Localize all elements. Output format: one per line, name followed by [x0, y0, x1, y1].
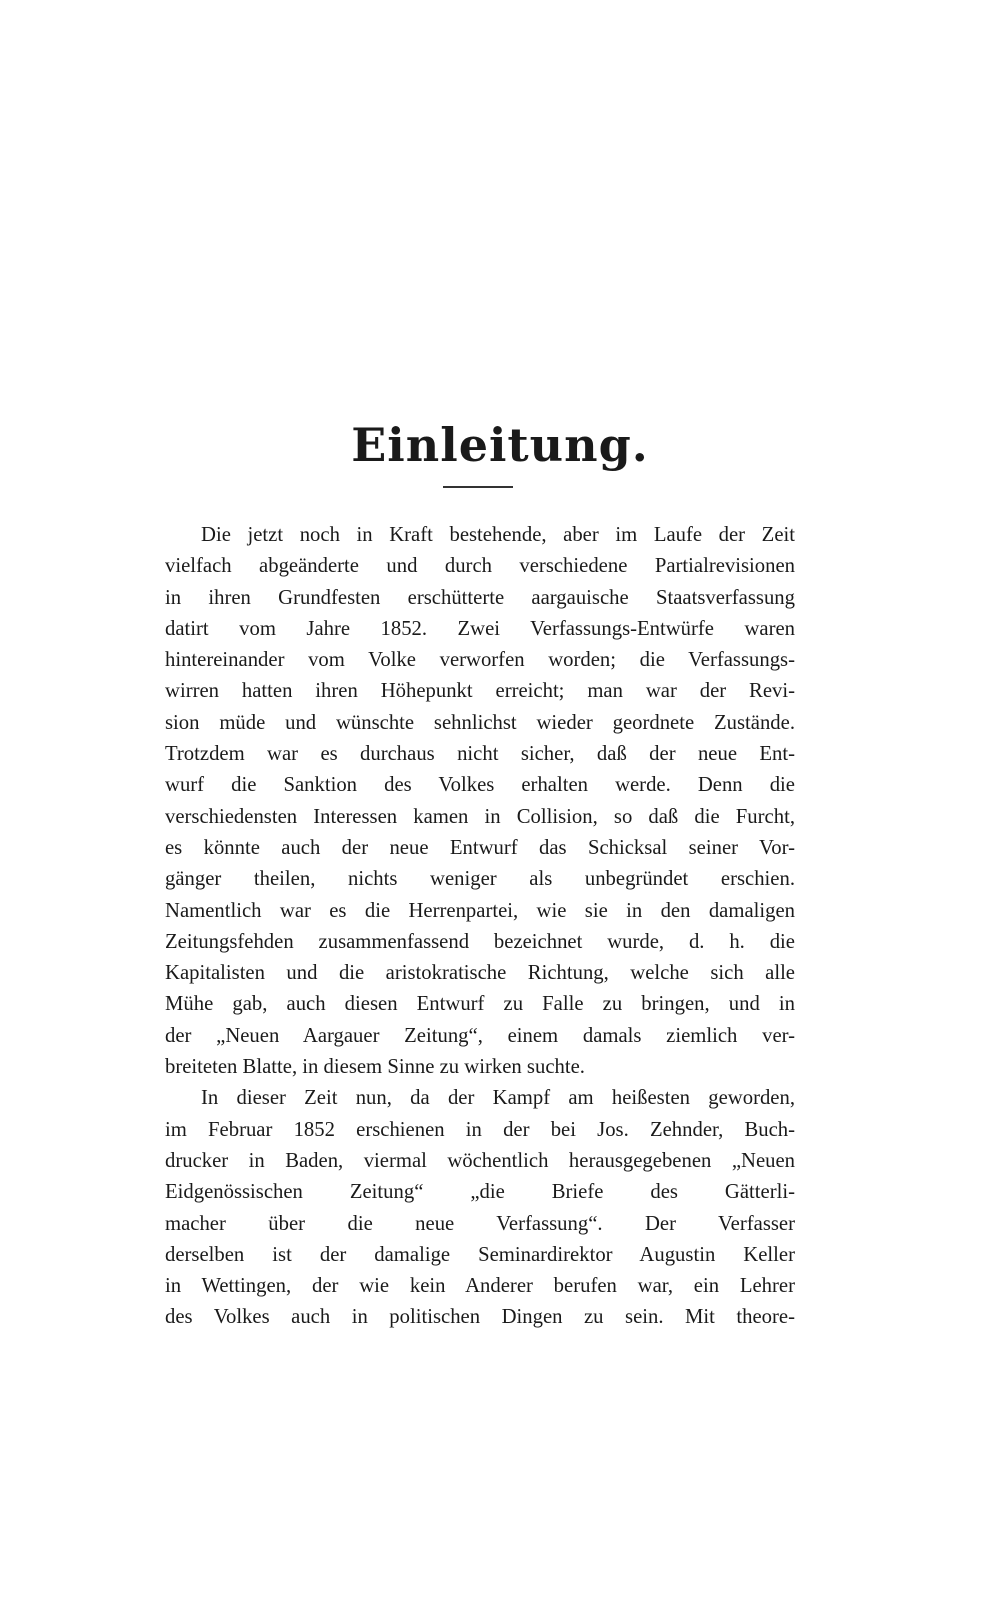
body-text	[165, 520, 795, 1334]
text-line: hintereinander vom Volke verworfen worden; die Verfassungs-	[165, 649, 795, 672]
chapter-title: Einleitung.	[351, 418, 649, 472]
text-line: Mühe gab, auch diesen Entwurf zu Falle zu bringen, und in	[165, 993, 795, 1016]
text-line: sion müde und wünschte sehnlichst wieder geordnete Zustände.	[165, 711, 795, 734]
text-line: breiteten Blatte, in diesem Sinne zu wirken suchte.	[165, 1056, 585, 1079]
text-line: Kapitalisten und die aristokratische Richtung, welche sich alle	[165, 962, 795, 985]
text-line: Eidgenössischen Zeitung“ „die Briefe des Gätterli-	[165, 1181, 795, 1204]
text-line: es könnte auch der neue Entwurf das Schicksal seiner Vor-	[165, 836, 795, 859]
text-line: wurf die Sanktion des Volkes erhalten werde. Denn die	[165, 774, 795, 797]
text-line: datirt vom Jahre 1852. Zwei Verfassungs-Entwürfe waren	[165, 617, 795, 640]
paragraph-2	[165, 1083, 795, 1333]
text-line: Zeitungsfehden zusammenfassend bezeichnet wurde, d. h. die	[165, 930, 795, 953]
text-line: wirren hatten ihren Höhepunkt erreicht; man war der Revi-	[165, 680, 795, 703]
text-line: Trotzdem war es durchaus nicht sicher, daß der neue Ent-	[165, 743, 795, 766]
text-line: macher über die neue Verfassung“. Der Verfasser	[165, 1212, 795, 1235]
text-line: derselben ist der damalige Seminardirektor Augustin Keller	[165, 1243, 795, 1266]
text-line: in ihren Grundfesten erschütterte aargauische Staatsverfassung	[165, 586, 795, 609]
text-line: in Wettingen, der wie kein Anderer berufen war, ein Lehrer	[165, 1275, 795, 1298]
text-line: vielfach abgeänderte und durch verschiedene Partialrevisionen	[165, 555, 795, 578]
text-line: gänger theilen, nichts weniger als unbegründet erschien.	[165, 868, 795, 891]
text-line: verschiedensten Interessen kamen in Collision, so daß die Furcht,	[165, 805, 795, 828]
text-line: Namentlich war es die Herrenpartei, wie sie in den damaligen	[165, 899, 795, 922]
text-line: im Februar 1852 erschienen in der bei Jos. Zehnder, Buch-	[165, 1118, 795, 1141]
text-line: der „Neuen Aargauer Zeitung“, einem damals ziemlich ver-	[165, 1024, 795, 1047]
text-line: des Volkes auch in politischen Dingen zu sein. Mit theore-	[165, 1306, 795, 1329]
title-divider	[443, 486, 513, 488]
text-line: drucker in Baden, viermal wöchentlich herausgegebenen „Neuen	[165, 1149, 795, 1172]
text-line: In dieser Zeit nun, da der Kampf am heißesten geworden,	[201, 1087, 795, 1110]
paragraph-1	[165, 520, 795, 1083]
text-line: Die jetzt noch in Kraft bestehende, aber im Laufe der Zeit	[201, 524, 795, 546]
